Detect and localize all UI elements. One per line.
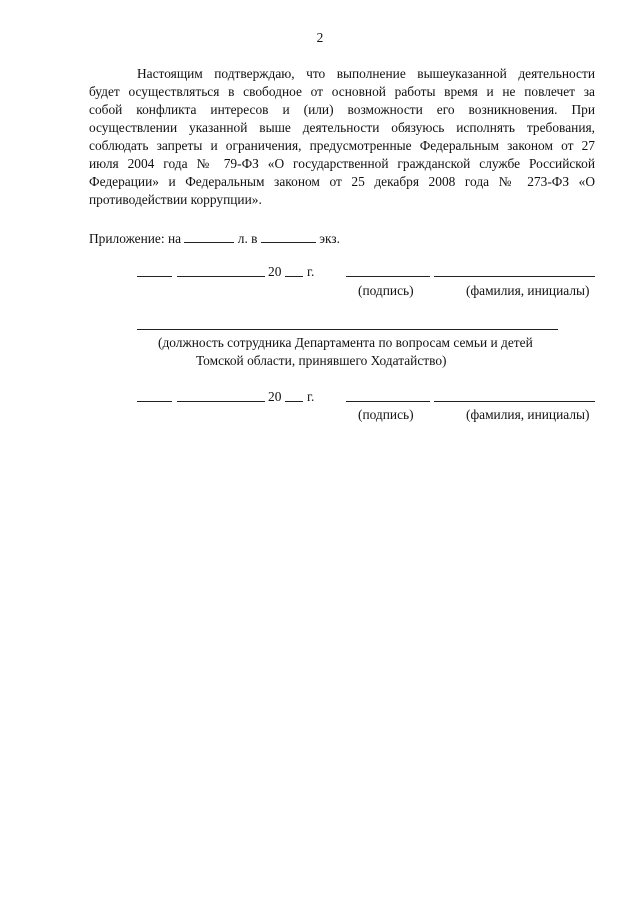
paragraph-line: будет осуществляться в свободное от основной работы время и не повлечет за [89, 84, 595, 99]
attachment-line [89, 229, 340, 248]
day-blank[interactable] [137, 276, 172, 277]
copies-count-blank[interactable] [261, 230, 316, 243]
paragraph-line: собой конфликта интересов и (или) возможности его возникновения. При [89, 102, 595, 117]
paragraph-line: осуществлении указанной выше деятельности обязуюсь исполнять требования, [89, 120, 595, 135]
name-blank[interactable] [434, 401, 595, 402]
attachment-prefix: Приложение: на [89, 231, 182, 246]
paragraph-line: Настоящим подтверждаю, что выполнение вышеуказанной деятельности [137, 66, 595, 81]
year-blank[interactable] [285, 276, 303, 277]
position-caption-line2: Томской области, принявшего Ходатайство) [196, 353, 447, 368]
paragraph-line: июля 2004 года № 79-ФЗ «О государственной гражданской службе Российской [89, 156, 595, 171]
attachment-middle: л. в [237, 231, 258, 246]
signature-caption: (подпись) [358, 283, 414, 298]
name-blank[interactable] [434, 276, 595, 277]
sheets-count-blank[interactable] [184, 230, 234, 243]
year-prefix: 20 [268, 264, 282, 279]
position-caption-line1: (должность сотрудника Департамента по вопросам семьи и детей [158, 335, 533, 350]
year-prefix: 20 [268, 389, 282, 404]
position-blank[interactable] [137, 329, 558, 330]
month-blank[interactable] [177, 276, 265, 277]
year-suffix: г. [307, 389, 315, 404]
name-caption: (фамилия, инициалы) [466, 407, 590, 422]
signature-caption: (подпись) [358, 407, 414, 422]
year-blank[interactable] [285, 401, 303, 402]
paragraph-line: противодействии коррупции». [89, 192, 262, 207]
day-blank[interactable] [137, 401, 172, 402]
name-caption: (фамилия, инициалы) [466, 283, 590, 298]
page-number: 2 [316, 30, 324, 45]
year-suffix: г. [307, 264, 315, 279]
signature-blank[interactable] [346, 276, 430, 277]
month-blank[interactable] [177, 401, 265, 402]
paragraph-line: соблюдать запреты и ограничения, предусмотренные Федеральным законом от 27 [89, 138, 595, 153]
signature-blank[interactable] [346, 401, 430, 402]
paragraph-line: Федерации» и Федеральным законом от 25 декабря 2008 года № 273-ФЗ «О [89, 174, 595, 189]
attachment-suffix: экз. [319, 231, 340, 246]
